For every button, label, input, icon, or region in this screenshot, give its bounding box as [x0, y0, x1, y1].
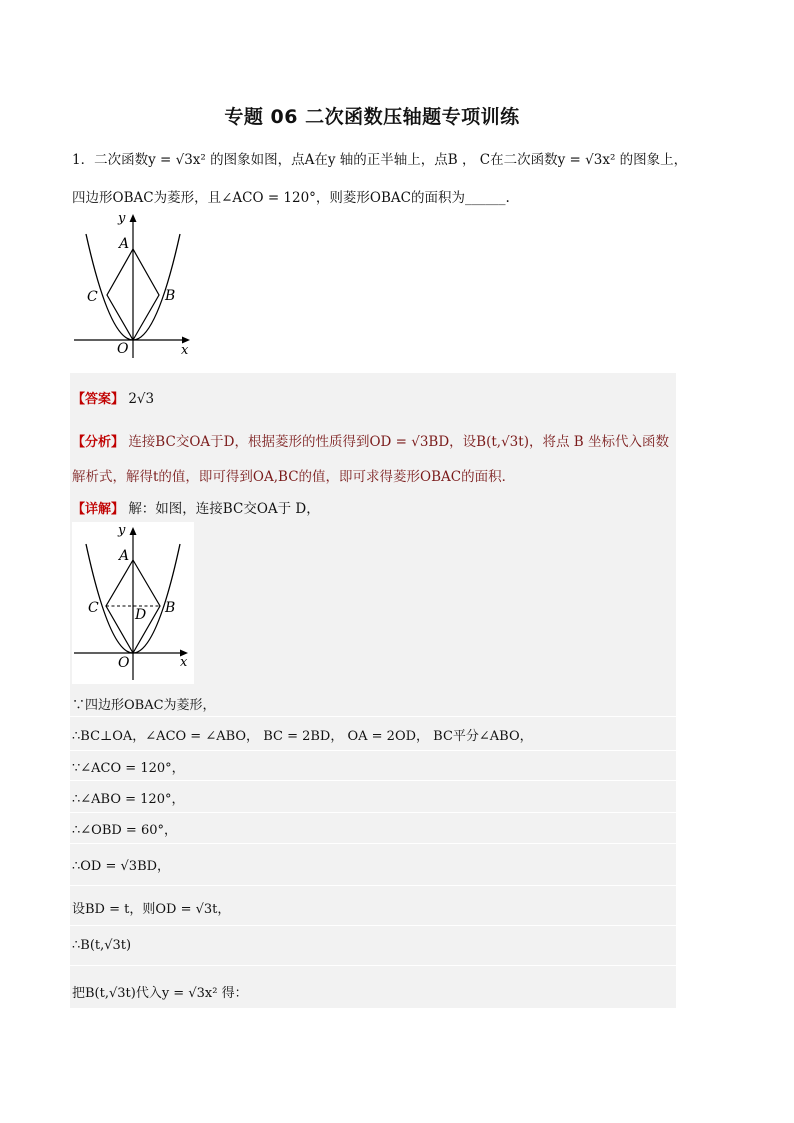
row-divider [70, 925, 676, 926]
label-O: O [118, 655, 130, 671]
question-line-1: 1．二次函数y = √3x² 的图象如图，点A在y 轴的正半轴上，点B ， C在二次函数y = √3x² 的图象上， [72, 152, 688, 168]
label-A: A [119, 236, 130, 252]
label-A: A [119, 548, 130, 564]
label-y: y [118, 211, 126, 226]
detail-figure [72, 522, 194, 684]
row-divider [70, 716, 676, 717]
step-3: ∵∠ACO = 120°， [72, 761, 185, 776]
answer-value: 2√3 [128, 391, 155, 407]
label-y: y [118, 523, 126, 538]
label-B: B [165, 288, 176, 304]
label-D: D [135, 607, 147, 623]
label-B: B [165, 600, 176, 616]
answer-row [72, 388, 154, 407]
row-divider [70, 843, 676, 844]
row-divider [70, 965, 676, 966]
step-7: 设BD = t，则OD = √3t， [72, 902, 231, 917]
page-title: 专题 06 二次函数压轴题专项训练 [224, 106, 520, 128]
question-line-2: 四边形OBAC为菱形，且∠ACO = 120°，则菱形OBAC的面积为______. [72, 190, 510, 206]
detail-row [72, 497, 320, 517]
step-6: ∴OD = √3BD， [72, 859, 171, 874]
label-C: C [88, 600, 99, 616]
step-8: ∴B(t,√3t) [72, 938, 132, 953]
analysis-row-2: 解析式，解得t的值，即可得到OA,BC的值，即可求得菱形OBAC的面积． [72, 469, 516, 485]
step-1: ∵四边形OBAC为菱形， [72, 698, 216, 713]
step-4: ∴∠ABO = 120°， [72, 792, 185, 807]
analysis-row-1 [72, 430, 669, 450]
row-divider [70, 750, 676, 751]
row-divider [70, 780, 676, 781]
label-C: C [87, 289, 98, 305]
answer-tag: 【答案】 [72, 392, 125, 407]
step-9: 把B(t,√3t)代入y = √3x² 得： [72, 986, 248, 1001]
detail-text: 解：如图，连接BC交OA于 D， [128, 501, 320, 517]
label-x: x [180, 655, 188, 670]
row-divider [70, 812, 676, 813]
analysis-text-1: 连接BC交OA于D，根据菱形的性质得到OD = √3BD，设B(t,√3t)，将点 B 坐标代入函数 [128, 434, 669, 450]
row-divider [70, 885, 676, 886]
step-2: ∴BC⊥OA，∠ACO = ∠ABO， BC = 2BD， OA = 2OD， BC平分∠ABO， [72, 729, 533, 744]
detail-tag: 【详解】 [72, 502, 125, 517]
label-O: O [117, 341, 129, 357]
analysis-tag: 【分析】 [72, 435, 125, 450]
y-axis-arrow [130, 527, 137, 535]
label-x: x [181, 343, 189, 358]
question-figure [72, 208, 197, 363]
step-5: ∴∠OBD = 60°， [72, 823, 177, 838]
y-axis-arrow [130, 214, 137, 222]
